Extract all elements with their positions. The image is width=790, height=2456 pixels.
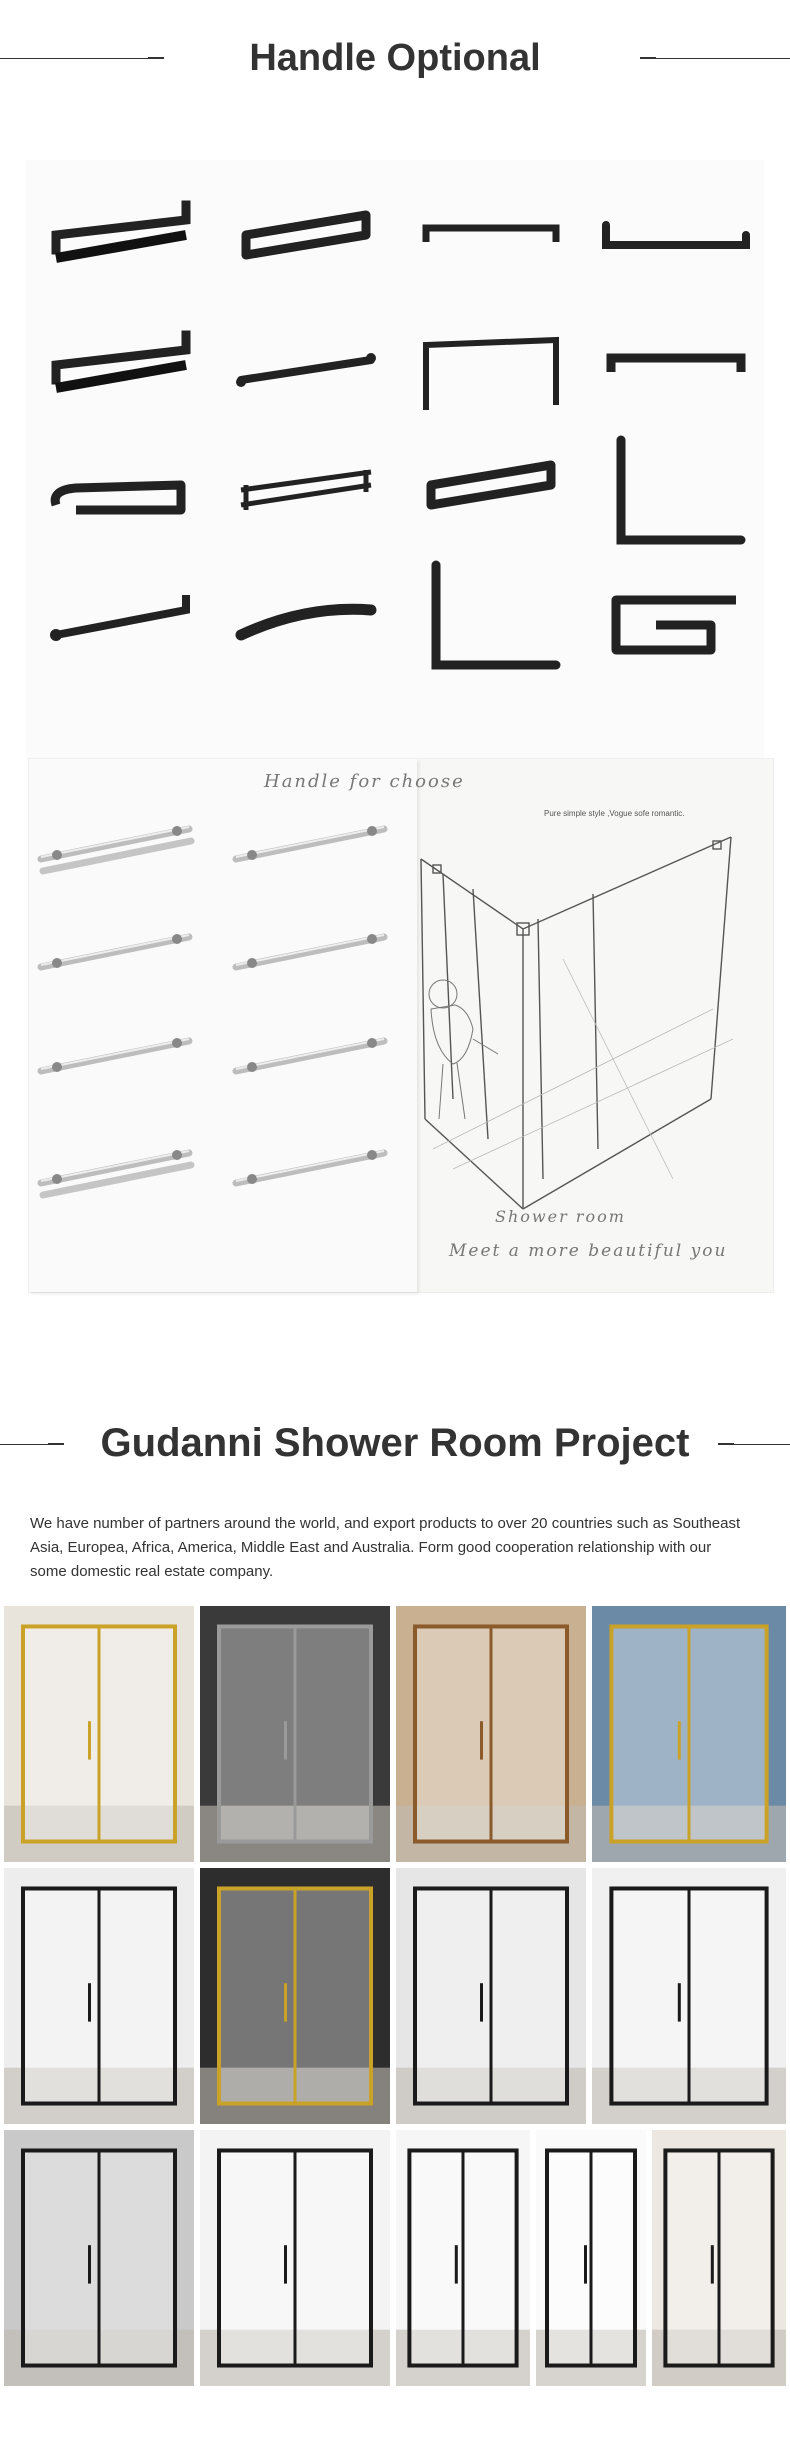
handles-title: Handle Optional <box>249 37 541 79</box>
black-grid-screen-shower-photo <box>536 2130 646 2386</box>
panel-heading: Handle for choose <box>264 771 465 792</box>
chrome-bar-handle-icon <box>29 1011 209 1111</box>
gold-pattern-glass-shower-photo <box>200 1868 390 2124</box>
room-subcaption: Meet a more beautiful you <box>449 1241 728 1261</box>
towel-ring-handle-icon <box>36 430 206 560</box>
chrome-double-bar-handle-icon <box>29 799 209 899</box>
towel-bar-handle-icon <box>221 430 391 560</box>
l-shape-handle-icon <box>591 430 761 560</box>
round-bar-handle-icon <box>221 310 391 440</box>
black-sliding-double-shower-photo <box>4 2130 194 2386</box>
black-frame-screen-shower-photo <box>396 2130 530 2386</box>
angled-bar-handle-icon <box>36 555 206 685</box>
chrome-bar-handle-icon <box>224 799 404 899</box>
flat-bar-handle-icon <box>591 310 761 440</box>
title-rule-right <box>656 58 790 59</box>
curved-bar-handle-icon <box>221 555 391 685</box>
square-pull-handle-icon <box>36 180 206 310</box>
room-caption: Shower room <box>495 1207 626 1226</box>
h-frame-handle-icon <box>406 310 576 440</box>
black-handles-grid <box>26 160 764 760</box>
handle-sketch-panel <box>28 758 774 1293</box>
chrome-double-bar-handle-icon <box>29 1123 209 1223</box>
frameless-glass-shower-photo <box>200 1606 390 1862</box>
offset-bar-handle-icon <box>591 180 761 310</box>
project-title: Gudanni Shower Room Project <box>100 1421 690 1465</box>
title-dash-right <box>640 57 656 59</box>
project-rule-right <box>734 1444 790 1445</box>
tagline: Pure simple style ,Vogue sofe romantic. <box>544 809 685 818</box>
black-frame-wc-shower-photo <box>592 1868 786 2124</box>
bronze-frame-shower-photo <box>396 1606 586 1862</box>
black-frame-corner-shower-photo <box>4 1868 194 2124</box>
square-pull-handle-icon <box>36 310 206 440</box>
l-shape-handle-icon <box>406 555 576 685</box>
chrome-handles-panel <box>29 759 417 1292</box>
shower-room-sketch-icon <box>413 819 773 1229</box>
rect-pull-handle-icon <box>221 180 391 310</box>
chrome-bar-handle-icon <box>29 907 209 1007</box>
chrome-bar-handle-icon <box>224 1011 404 1111</box>
gold-frame-frosted-shower-photo <box>4 1606 194 1862</box>
project-dash-right <box>718 1443 734 1445</box>
chrome-bar-handle-icon <box>224 907 404 1007</box>
slim-bar-handle-icon <box>406 180 576 310</box>
black-curved-shower-photo <box>200 2130 390 2386</box>
chrome-bar-handle-icon <box>224 1123 404 1223</box>
project-description: We have number of partners around the world, and export products to over 20 countries such as Southeast Asia, Europea, Africa, America, Middle East and Australia. Form good cooperation relationship with our some domestic real estate company. <box>30 1515 741 1580</box>
black-sliding-shower-photo <box>396 1868 586 2124</box>
gold-frame-panoramic-shower-photo <box>592 1606 786 1862</box>
hook-handle-icon <box>591 555 761 685</box>
black-pentagon-shower-photo <box>652 2130 786 2386</box>
rect-pull-handle-icon <box>406 430 576 560</box>
